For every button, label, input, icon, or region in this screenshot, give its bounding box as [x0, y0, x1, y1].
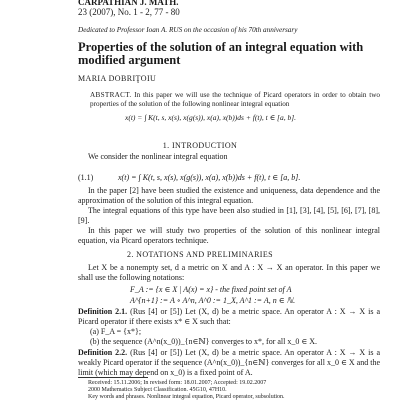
paper-title: Properties of the solution of an integral equation with modified argument — [78, 40, 364, 67]
intro-paragraph: The integral equations of this type have been also studied in [1], [3], [4], [5], [6], [7], [8], [9]. — [78, 206, 380, 225]
definition-item: (b) the sequence (A^n(x_0))_{n∈ℕ} converges to x*, for all x_0 ∈ X. — [90, 337, 318, 346]
dedication: Dedicated to Professor Ioan A. RUS on the occasion of his 70th anniversary — [78, 26, 298, 34]
footnote-keywords: Key words and phrases. Nonlinear integral equation, Picard operator, subsolution. — [88, 394, 285, 400]
journal-name: CARPATHIAN J. MATH. — [78, 0, 179, 7]
abstract-equation: x(t) = ∫ K(t, s, x(s), x(g(s)), x(a), x(b))ds + f(t), t ∈ [a, b]. — [125, 113, 297, 122]
abstract — [90, 91, 380, 109]
journal-header — [78, 0, 180, 17]
section-heading-introduction: 1. INTRODUCTION — [162, 141, 238, 150]
definition-text: (Rus [4] or [5]) Let (X, d) be a metric space. An operator A : X → X is a weakly Picard operator if the sequence (A^n(x_0))_{n∈ℕ} converges for all x_0 ∈ X and the limit (which may depend on x_0) is a fixed point of A. — [78, 348, 381, 377]
definition-2-2 — [78, 348, 380, 378]
notations-intro: Let X be a nonempty set, d a metric on X and A : X → X an operator. In this paper we shall use the following notations: — [78, 263, 380, 282]
footnote-msc: 2000 Mathematics Subject Classification. 45G10, 47H10. — [88, 387, 227, 393]
abstract-label: ABSTRACT. — [90, 91, 132, 99]
definition-label: Definition 2.1. — [78, 307, 128, 316]
iterates-definition: A^{n+1} := A ∘ A^n, A^0 := 1_X, A^1 := A, n ∈ ℕ. — [130, 296, 296, 305]
intro-paragraph: In this paper we will study two properties of the solution of this nonlinear integral equation, via Picard operators technique. — [78, 226, 380, 245]
intro-sentence: We consider the nonlinear integral equation — [88, 152, 228, 161]
intro-paragraph: In the paper [2] have been studied the existence and uniqueness, data dependence and the approximation of the solution of this integral equation. — [78, 186, 380, 205]
definition-label: Definition 2.2. — [78, 348, 128, 357]
author: MARIA DOBRIŢOIU — [78, 74, 157, 83]
main-equation: x(t) = ∫ K(t, s, x(s), x(g(s)), x(a), x(b))ds + f(t), t ∈ [a, b]. — [118, 173, 301, 182]
fixed-point-set-definition: F_A := {x ∈ X | A(x) = x} - the fixed point set of A — [130, 285, 292, 294]
journal-volume: 23 (2007), No. 1 - 2, 77 - 80 — [78, 7, 180, 17]
definition-item: (a) F_A = {x*}; — [90, 327, 142, 336]
footnote-received: Received: 15.11.2006; In revised form: 18.01.2007; Accepted: 19.02.2007 — [88, 380, 267, 386]
definition-text: (Rus [4] or [5]) Let (X, d) be a metric space. An operator A : X → X is a Picard operator if there exists x* ∈ X such that: — [78, 307, 381, 326]
footnote-rule — [78, 377, 148, 378]
definition-2-1 — [78, 307, 380, 327]
section-heading-notations: 2. NOTATIONS AND PRELIMINARIES — [126, 250, 274, 259]
equation-number: (1.1) — [78, 173, 94, 182]
abstract-text: In this paper we will use the technique of Picard operators in order to obtain two properties of the solution of the following nonlinear integral equation — [90, 91, 380, 109]
